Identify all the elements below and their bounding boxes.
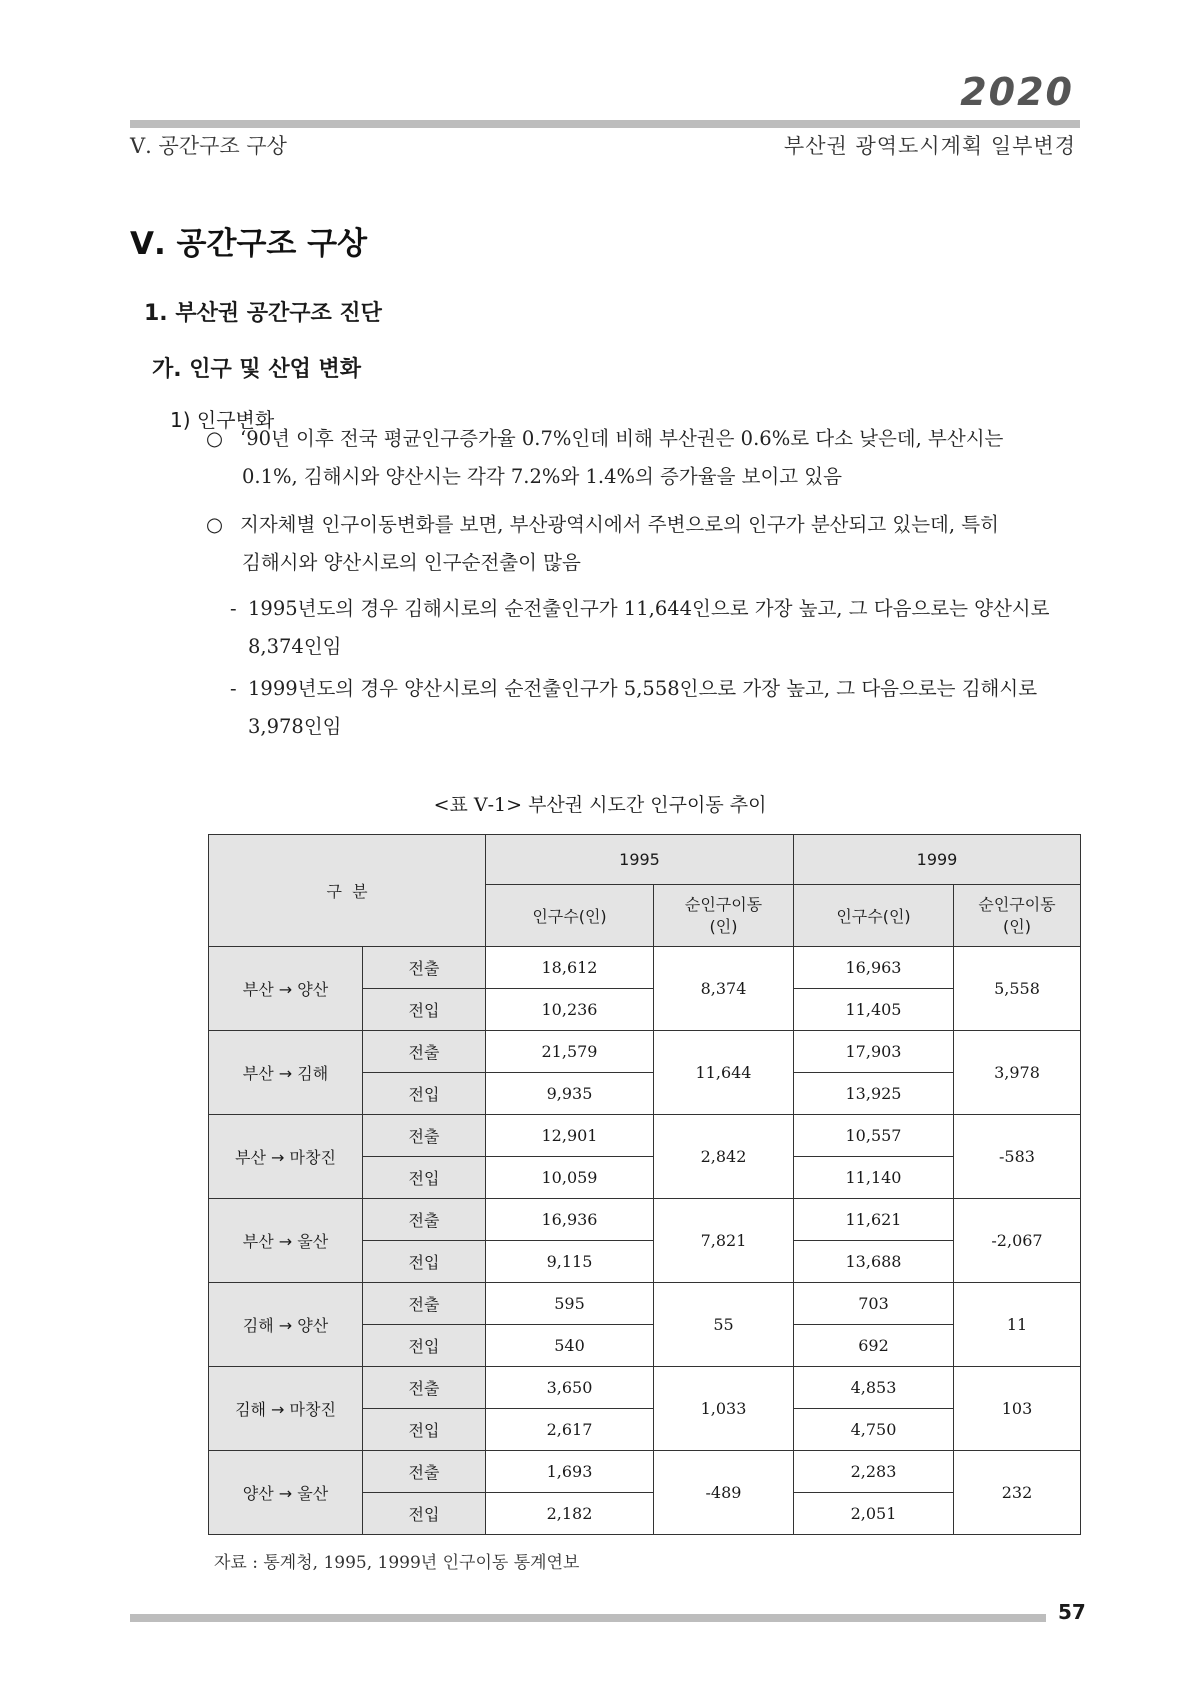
table-cell: 11,405 xyxy=(794,989,954,1031)
table-cell: 2,283 xyxy=(794,1451,954,1493)
route-label: 부산 → 김해 xyxy=(209,1031,363,1115)
in-label: 전입 xyxy=(363,1493,486,1535)
out-label: 전출 xyxy=(363,1031,486,1073)
table-cell: 2,842 xyxy=(654,1115,794,1199)
out-label: 전출 xyxy=(363,1283,486,1325)
in-label: 전입 xyxy=(363,1157,486,1199)
table-cell: 16,936 xyxy=(486,1199,654,1241)
dash-mark: - xyxy=(230,597,237,620)
bullet-mark: ○ xyxy=(206,513,224,536)
table-cell: 4,750 xyxy=(794,1409,954,1451)
table-cell: 11,644 xyxy=(654,1031,794,1115)
table-cell: 13,925 xyxy=(794,1073,954,1115)
out-label: 전출 xyxy=(363,947,486,989)
table-header-population: 인구수(인) xyxy=(486,885,654,947)
table-cell: 2,182 xyxy=(486,1493,654,1535)
in-label: 전입 xyxy=(363,1073,486,1115)
table-row xyxy=(209,1115,1081,1157)
route-label: 양산 → 울산 xyxy=(209,1451,363,1535)
table-cell: 540 xyxy=(486,1325,654,1367)
section-heading: 1. 부산권 공간구조 진단 xyxy=(144,301,382,326)
bullet-mark: ○ xyxy=(206,427,224,450)
dash-paragraph xyxy=(230,590,1050,666)
paragraph-line: 8,374인임 xyxy=(248,635,342,658)
chapter-title: Ⅴ. 공간구조 구상 xyxy=(130,226,368,262)
population-migration-table xyxy=(208,834,1081,1535)
header-rule xyxy=(130,120,1080,128)
table-cell: 16,963 xyxy=(794,947,954,989)
table-header-population: 인구수(인) xyxy=(794,885,954,947)
in-label: 전입 xyxy=(363,1241,486,1283)
table-header-year: 1995 xyxy=(486,835,794,885)
table-cell: 3,978 xyxy=(954,1031,1081,1115)
table-cell: 1,033 xyxy=(654,1367,794,1451)
table-cell: -583 xyxy=(954,1115,1081,1199)
table-row xyxy=(209,1367,1081,1409)
paragraph-line: 지자체별 인구이동변화를 보면, 부산광역시에서 주변으로의 인구가 분산되고 있는데, 특히 xyxy=(240,513,999,536)
table-cell: 9,935 xyxy=(486,1073,654,1115)
bullet-paragraph xyxy=(206,506,999,582)
paragraph-line: 3,978인임 xyxy=(248,715,342,738)
table-cell: 13,688 xyxy=(794,1241,954,1283)
table-cell: -2,067 xyxy=(954,1199,1081,1283)
in-label: 전입 xyxy=(363,1409,486,1451)
header-document-title: 부산권 광역도시계획 일부변경 xyxy=(783,134,1076,158)
table-cell: 595 xyxy=(486,1283,654,1325)
table-source: 자료 : 통계청, 1995, 1999년 인구이동 통계연보 xyxy=(214,1553,580,1573)
in-label: 전입 xyxy=(363,989,486,1031)
table-row xyxy=(209,1031,1081,1073)
table-cell: 2,617 xyxy=(486,1409,654,1451)
paragraph-line: 김해시와 양산시로의 인구순전출이 많음 xyxy=(242,551,581,574)
subsection-heading: 가. 인구 및 산업 변화 xyxy=(152,357,362,382)
table-cell: 7,821 xyxy=(654,1199,794,1283)
table-row xyxy=(209,1199,1081,1241)
route-label: 김해 → 마창진 xyxy=(209,1367,363,1451)
header-chapter: Ⅴ. 공간구조 구상 xyxy=(130,134,287,158)
table-cell: 10,236 xyxy=(486,989,654,1031)
route-label: 부산 → 양산 xyxy=(209,947,363,1031)
table-caption: <표 Ⅴ-1> 부산권 시도간 인구이동 추이 xyxy=(433,794,767,816)
paragraph-line: 0.1%, 김해시와 양산시는 각각 7.2%와 1.4%의 증가율을 보이고 있음 xyxy=(242,465,842,488)
out-label: 전출 xyxy=(363,1451,486,1493)
table-cell: 2,051 xyxy=(794,1493,954,1535)
table-cell: 21,579 xyxy=(486,1031,654,1073)
header-year: 2020 xyxy=(960,70,1074,114)
table-row xyxy=(209,947,1081,989)
table-cell: 17,903 xyxy=(794,1031,954,1073)
out-label: 전출 xyxy=(363,1199,486,1241)
out-label: 전출 xyxy=(363,1115,486,1157)
table-cell: 103 xyxy=(954,1367,1081,1451)
out-label: 전출 xyxy=(363,1367,486,1409)
in-label: 전입 xyxy=(363,1325,486,1367)
table-cell: 18,612 xyxy=(486,947,654,989)
paragraph-line: 1999년도의 경우 양산시로의 순전출인구가 5,558인으로 가장 높고, 그 다음으로는 김해시로 xyxy=(248,677,1038,700)
table-header-row xyxy=(209,835,1081,885)
table-cell: 11,140 xyxy=(794,1157,954,1199)
table-row xyxy=(209,1283,1081,1325)
table-cell: 55 xyxy=(654,1283,794,1367)
table-header-year: 1999 xyxy=(794,835,1081,885)
table-cell: 1,693 xyxy=(486,1451,654,1493)
dash-paragraph xyxy=(230,670,1038,746)
table-cell: 10,557 xyxy=(794,1115,954,1157)
paragraph-line: ‘90년 이후 전국 평균인구증가율 0.7%인데 비해 부산권은 0.6%로 다소 낮은데, 부산시는 xyxy=(240,427,1004,450)
dash-mark: - xyxy=(230,677,237,700)
route-label: 부산 → 마창진 xyxy=(209,1115,363,1199)
route-label: 김해 → 양산 xyxy=(209,1283,363,1367)
table-cell: 703 xyxy=(794,1283,954,1325)
footer-rule xyxy=(130,1614,1046,1622)
table-cell: 10,059 xyxy=(486,1157,654,1199)
table-cell: 4,853 xyxy=(794,1367,954,1409)
bullet-paragraph xyxy=(206,420,1004,496)
paragraph-line: 1995년도의 경우 김해시로의 순전출인구가 11,644인으로 가장 높고, 그 다음으로는 양산시로 xyxy=(248,597,1050,620)
table-header-category: 구 분 xyxy=(209,835,486,947)
table-header-net-migration: 순인구이동 (인) xyxy=(654,885,794,947)
table-cell: 11 xyxy=(954,1283,1081,1367)
table-row xyxy=(209,1451,1081,1493)
table-cell: 9,115 xyxy=(486,1241,654,1283)
table-cell: 692 xyxy=(794,1325,954,1367)
table-header-net-migration: 순인구이동 (인) xyxy=(954,885,1081,947)
table-cell: 3,650 xyxy=(486,1367,654,1409)
table-cell: 5,558 xyxy=(954,947,1081,1031)
table-cell: -489 xyxy=(654,1451,794,1535)
table-cell: 8,374 xyxy=(654,947,794,1031)
table-cell: 11,621 xyxy=(794,1199,954,1241)
sub-subsection-heading: 1) 인구변화 xyxy=(170,408,275,432)
table-cell: 12,901 xyxy=(486,1115,654,1157)
page-number: 57 xyxy=(1058,1600,1086,1624)
table-cell: 232 xyxy=(954,1451,1081,1535)
route-label: 부산 → 울산 xyxy=(209,1199,363,1283)
